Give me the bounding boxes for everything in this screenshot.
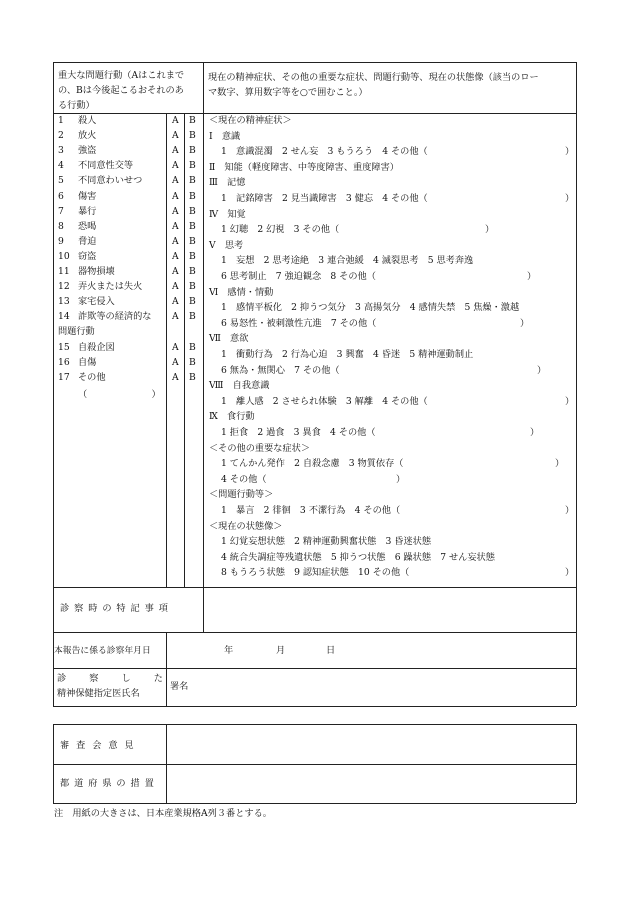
symptom-line[interactable] (0, 349, 630, 363)
review-field[interactable] (168, 726, 574, 762)
behavior-label: 不同意性交等 (78, 160, 134, 171)
behavior-number: 1 (58, 115, 64, 126)
symptom-line[interactable] (0, 193, 630, 207)
symptom-close-paren: ） (520, 318, 530, 329)
footnote: 注 用紙の大きさは、日本産業規格A列３番とする。 (54, 808, 272, 819)
behavior-a-option[interactable]: A (172, 266, 179, 277)
symptom-line (0, 131, 630, 145)
symptom-line (0, 380, 630, 394)
behavior-number: 8 (58, 221, 64, 232)
review-right-border (576, 724, 577, 803)
behavior-a-option[interactable]: A (172, 221, 179, 232)
exam-month[interactable]: 月 (276, 645, 286, 656)
symptom-text: 6 無為・無関心 7 その他（ (221, 365, 340, 376)
date-top-border (53, 632, 576, 633)
symptom-line[interactable] (0, 567, 630, 581)
symptom-header: 現在の精神症状、その他の重要な症状、問題行動等、現在の状態像（該当のロー マ数字、算用数字等を○で囲むこと。） (208, 72, 539, 98)
doctor-left-border (53, 632, 54, 706)
behavior-label: 暴行 (78, 206, 97, 217)
behavior-label: 傷害 (78, 191, 97, 202)
exam-day[interactable]: 日 (326, 645, 336, 656)
symptom-close-paren: ） (537, 365, 547, 376)
symptom-text: ＜問題行動等＞ (209, 489, 274, 500)
behavior-a-option[interactable]: A (172, 372, 179, 383)
behavior-number: 6 (58, 191, 64, 202)
symptom-line (0, 177, 630, 191)
symptom-text: 1 てんかん発作 2 自殺念慮 3 物質依存（ (221, 458, 404, 469)
symptom-close-paren: ） (565, 146, 575, 157)
prefecture-field[interactable] (168, 766, 574, 801)
symptom-text: 4 その他（ (221, 474, 267, 485)
behavior-label: 強盗 (78, 145, 97, 156)
symptom-text: ＜その他の重要な症状＞ (209, 443, 311, 454)
symptom-line (0, 411, 630, 425)
behavior-b-option[interactable]: B (189, 266, 196, 277)
symptom-text: 1 幻聴 2 幻視 3 その他（ (221, 224, 340, 235)
symptom-line[interactable] (0, 427, 630, 441)
behavior-b-option[interactable]: B (189, 221, 196, 232)
doctor-label-line2: 精神保健指定医氏名 (57, 688, 140, 699)
doctor-right-border (576, 632, 577, 706)
symptom-text: 1 離人感 2 させられ体験 3 解離 4 その他（ (221, 396, 428, 407)
symptom-line[interactable] (0, 255, 630, 269)
behavior-a-option[interactable]: A (172, 311, 179, 322)
symptom-line[interactable] (0, 505, 630, 519)
symptom-text: Ⅲ 記憶 (209, 177, 246, 188)
table-top-border (53, 62, 576, 63)
behavior-a-option[interactable]: A (172, 115, 179, 126)
behavior-number: 14 (58, 311, 70, 322)
behavior-a-option[interactable]: A (172, 342, 179, 353)
header-divider (53, 113, 576, 114)
symptom-text: 1 意識混濁 2 せん妄 3 もうろう 4 その他（ (221, 146, 428, 157)
symptom-line (0, 333, 630, 347)
review-label-divider (166, 724, 167, 803)
doctor-label-divider (166, 632, 167, 706)
signature-label: 署名 (170, 681, 189, 692)
behavior-b-option[interactable]: B (189, 281, 196, 292)
behavior-header: 重大な問題行動（Aはこれまで の、Bは今後起こるおそれのあ る行動） (58, 70, 185, 111)
symptom-text: 8 もうろう状態 9 認知症状態 10 その他（ (221, 567, 410, 578)
behavior-label: その他 (78, 372, 106, 383)
behavior-label: 問題行動 (58, 326, 95, 337)
behavior-a-option[interactable]: A (172, 206, 179, 217)
behavior-b-option[interactable]: B (189, 251, 196, 262)
symptom-text: ＜現在の精神症状＞ (209, 115, 292, 126)
symptom-close-paren: ） (527, 271, 537, 282)
behavior-b-option[interactable]: B (189, 372, 196, 383)
date-doctor-divider (53, 668, 576, 669)
symptom-line[interactable] (0, 271, 630, 285)
symptom-text: Ⅸ 食行動 (209, 411, 255, 422)
symptom-line (0, 162, 630, 176)
symptom-line[interactable] (0, 474, 630, 488)
behavior-b-option[interactable]: B (189, 130, 196, 141)
behavior-a-option[interactable]: A (172, 145, 179, 156)
symptom-close-paren: ） (530, 427, 540, 438)
doctor-bottom-border (53, 706, 576, 707)
behavior-number: 12 (58, 281, 70, 292)
exam-date-label: 本報告に係る診察年月日 (54, 646, 151, 656)
behavior-number: 11 (58, 266, 70, 277)
symptom-close-paren: ） (565, 396, 575, 407)
symptom-close-paren: ） (565, 193, 575, 204)
symptom-text: 1 衝動行為 2 行為心迫 3 興奮 4 昏迷 5 精神運動制止 (221, 349, 474, 360)
symptom-close-paren: ） (565, 567, 575, 578)
symptom-line (0, 489, 630, 503)
symptom-text: Ⅰ 意識 (209, 131, 241, 142)
symptom-line (0, 240, 630, 254)
symptom-line[interactable] (0, 224, 630, 238)
behavior-b-option[interactable]: B (189, 115, 196, 126)
symptom-line (0, 521, 630, 535)
behavior-label: 不同意わいせつ (78, 175, 143, 186)
symptom-text: ＜現在の状態像＞ (209, 521, 283, 532)
behavior-label: 弄火または失火 (78, 281, 143, 292)
behavior-number: 3 (58, 145, 64, 156)
behavior-number: 4 (58, 160, 64, 171)
behavior-a-option[interactable]: A (172, 130, 179, 141)
behavior-number: 9 (58, 236, 64, 247)
other-behavior-paren: （ ） (78, 389, 161, 400)
behavior-a-option[interactable]: A (172, 175, 179, 186)
symptom-line[interactable] (0, 365, 630, 379)
behavior-label: 詐欺等の経済的な (78, 311, 152, 322)
review-bottom-border (53, 803, 576, 804)
behavior-a-option[interactable]: A (172, 281, 179, 292)
symptom-text: 1 拒食 2 過食 3 異食 4 その他（ (221, 427, 376, 438)
behavior-number: 5 (58, 175, 64, 186)
behavior-a-option[interactable]: A (172, 296, 179, 307)
behavior-number: 15 (58, 342, 70, 353)
symptom-close-paren: ） (555, 458, 565, 469)
symptom-line[interactable] (0, 302, 630, 316)
symptom-line[interactable] (0, 458, 630, 472)
symptom-text: 4 統合失調症等残遺状態 5 抑うつ状態 6 躁状態 7 せん妄状態 (221, 552, 495, 563)
behavior-b-option[interactable]: B (189, 145, 196, 156)
behavior-b-option[interactable]: B (189, 236, 196, 247)
doctor-label-line1: 診 察 し た (57, 673, 163, 684)
symptom-line (0, 287, 630, 301)
exam-year[interactable]: 年 (224, 645, 234, 656)
behavior-label: 脅迫 (78, 236, 97, 247)
symptom-text: Ⅷ 自我意識 (209, 380, 270, 391)
symptom-text: Ⅶ 意欲 (209, 333, 249, 344)
symptom-close-paren: ） (485, 224, 495, 235)
behavior-number: 2 (58, 130, 64, 141)
behavior-label: 器物損壊 (78, 266, 115, 277)
symptom-line (0, 209, 630, 223)
symptom-text: 1 暴言 2 徘徊 3 不潔行為 4 その他（ (221, 505, 401, 516)
symptom-text: Ⅴ 思考 (209, 240, 244, 251)
behavior-number: 10 (58, 251, 70, 262)
signature-field[interactable] (195, 670, 573, 704)
behavior-label: 放火 (78, 130, 97, 141)
symptom-text: 1 感情平板化 2 抑うつ気分 3 高揚気分 4 感情失禁 5 焦燥・激越 (221, 302, 520, 313)
behavior-b-option[interactable]: B (189, 296, 196, 307)
behavior-number: 13 (58, 296, 70, 307)
review-left-border (53, 724, 54, 803)
symptom-line[interactable] (0, 318, 630, 332)
behavior-label: 窃盗 (78, 251, 97, 262)
behavior-label: 自傷 (78, 357, 97, 368)
symptom-text: 1 記銘障害 2 見当識障害 3 健忘 4 その他（ (221, 193, 428, 204)
behavior-number: 7 (58, 206, 64, 217)
behavior-b-option[interactable]: B (189, 357, 196, 368)
behavior-a-option[interactable]: A (172, 236, 179, 247)
behavior-b-option[interactable]: B (189, 311, 196, 322)
symptom-text: Ⅵ 感情・情動 (209, 287, 274, 298)
behavior-a-option[interactable]: A (172, 251, 179, 262)
symptom-close-paren: ） (565, 505, 575, 516)
symptom-text: Ⅳ 知覚 (209, 209, 246, 220)
behavior-b-option[interactable]: B (189, 175, 196, 186)
symptom-text: Ⅱ 知能（軽度障害、中等度障害、重度障害） (209, 162, 399, 173)
behavior-b-option[interactable]: B (189, 342, 196, 353)
symptom-line[interactable] (0, 396, 630, 410)
notes-field[interactable] (204, 588, 575, 631)
behavior-number: 16 (58, 357, 70, 368)
behavior-b-option[interactable]: B (189, 191, 196, 202)
notes-label: 診 察 時 の 特 記 事 項 (60, 603, 169, 614)
symptom-text: 1 幻覚妄想状態 2 精神運動興奮状態 3 昏迷状態 (221, 536, 432, 547)
behavior-label: 恐喝 (78, 221, 97, 232)
symptom-text: 1 妄想 2 思考途絶 3 連合弛緩 4 滅裂思考 5 思考奔逸 (221, 255, 474, 266)
behavior-a-option[interactable]: A (172, 160, 179, 171)
behavior-label: 自殺企図 (78, 342, 115, 353)
review-top-border (53, 724, 576, 725)
behavior-label: 家宅侵入 (78, 296, 115, 307)
symptom-close-paren: ） (396, 474, 406, 485)
symptom-line[interactable] (0, 146, 630, 160)
behavior-label: 殺人 (78, 115, 97, 126)
review-divider (53, 764, 576, 765)
behavior-a-option[interactable]: A (172, 357, 179, 368)
symptom-line (0, 443, 630, 457)
symptom-text: 6 易怒性・被刺激性亢進 7 その他（ (221, 318, 377, 329)
behavior-b-option[interactable]: B (189, 206, 196, 217)
symptom-line[interactable] (0, 536, 630, 550)
review-label: 審 査 会 意 見 (60, 740, 136, 751)
prefecture-label: 都 道 府 県 の 措 置 (60, 778, 155, 789)
behavior-a-option[interactable]: A (172, 191, 179, 202)
symptom-line (0, 115, 630, 129)
symptom-line[interactable] (0, 552, 630, 566)
symptom-text: 6 思考制止 7 強迫観念 8 その他（ (221, 271, 376, 282)
behavior-b-option[interactable]: B (189, 160, 196, 171)
behavior-number: 17 (58, 372, 70, 383)
